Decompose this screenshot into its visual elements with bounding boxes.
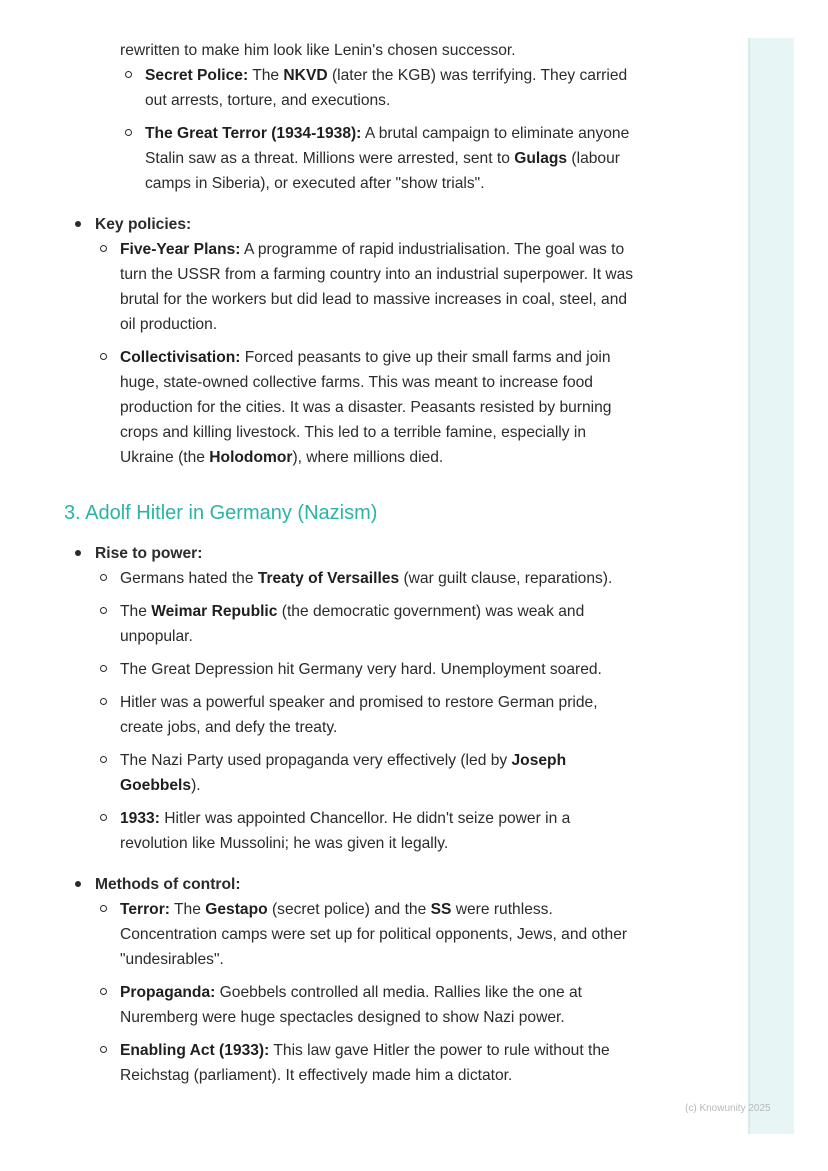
methods-of-control-item: [64, 872, 642, 1088]
list-item: [95, 237, 642, 337]
text-run: (later the KGB) was terrifying. They carried out arrests, torture, and executions.: [145, 67, 628, 109]
bold-term: The Great Terror (1934-1938):: [145, 125, 362, 142]
text-run: The: [120, 603, 152, 620]
bold-term: 1933:: [120, 810, 160, 827]
text-run: A brutal campaign to eliminate anyone Stalin saw as a threat. Millions were arrested, sent to: [145, 125, 630, 167]
text-run: Germans hated the: [120, 570, 258, 587]
copyright-footer: (c) Knowunity 2025: [685, 1103, 771, 1114]
bold-term: Weimar Republic: [151, 603, 278, 620]
text-run: ).: [191, 777, 201, 794]
key-policies-item: [64, 212, 642, 470]
rise-to-power-label: Rise to power:: [95, 545, 203, 562]
text-run: The Great Depression hit Germany very hard. Unemployment soared.: [120, 661, 602, 678]
text-run: Hitler was a powerful speaker and promised to restore German pride, create jobs, and defy the treaty.: [120, 694, 598, 736]
rise-to-power-item: [64, 541, 642, 856]
list-item: [120, 121, 642, 196]
list-item: [95, 345, 642, 470]
methods-of-control-list: [95, 897, 642, 1088]
text-run: Forced peasants to give up their small farms and join huge, state-owned collective farms. This was meant to increase food production for the cities. It was a disaster. Peasants resisted by burning crops and killing livestock. This led to a terrible famine, especially in Ukraine (the: [120, 349, 612, 466]
text-run: Goebbels controlled all media. Rallies like the one at Nuremberg were huge spectacles designed to show Nazi power.: [120, 984, 582, 1026]
text-run: The: [248, 67, 284, 84]
bold-term: Gulags: [514, 150, 568, 167]
content-column: [64, 38, 642, 1088]
list-item: [95, 748, 642, 798]
bold-term: SS: [430, 901, 452, 918]
bold-term: Terror:: [120, 901, 170, 918]
list-item: [95, 897, 642, 972]
bold-term: Enabling Act (1933):: [120, 1042, 270, 1059]
text-run: ), where millions died.: [292, 449, 444, 466]
list-item: [95, 1038, 642, 1088]
hitler-outer-list: [64, 541, 642, 1088]
section-heading-hitler: 3. Adolf Hitler in Germany (Nazism): [64, 502, 378, 524]
text-run: Hitler was appointed Chancellor. He didn't seize power in a revolution like Mussolini; he was given it legally.: [120, 810, 571, 852]
text-run: were ruthless. Concentration camps were set up for political opponents, Jews, and other "undesirables".: [120, 901, 628, 968]
text-run: A programme of rapid industrialisation. The goal was to turn the USSR from a farming country into an industrial superpower. It was brutal for the workers but did lead to massive increases in coal, steel, and oil production.: [120, 241, 634, 333]
key-policies-label: Key policies:: [95, 216, 192, 233]
list-item: [95, 690, 642, 740]
list-item: [95, 566, 642, 591]
list-item: [95, 980, 642, 1030]
text-run: (secret police) and the: [267, 901, 431, 918]
bold-term: Propaganda:: [120, 984, 216, 1001]
stalin-control-list: [89, 63, 642, 196]
bold-term: NKVD: [283, 67, 328, 84]
list-item: [120, 63, 642, 113]
bold-term: Gestapo: [205, 901, 268, 918]
bold-term: Joseph Goebbels: [120, 752, 567, 794]
rise-to-power-list: [95, 566, 642, 856]
bold-term: Collectivisation:: [120, 349, 241, 366]
bold-term: Treaty of Versailles: [257, 570, 400, 587]
continued-paragraph: rewritten to make him look like Lenin's chosen successor.: [120, 42, 516, 59]
side-margin-strip: [748, 38, 794, 1134]
methods-of-control-label: Methods of control:: [95, 876, 241, 893]
key-policies-list: [95, 237, 642, 470]
text-run: The Nazi Party used propaganda very effectively (led by: [120, 752, 512, 769]
text-run: (the democratic government) was weak and unpopular.: [120, 603, 585, 645]
list-item: [95, 599, 642, 649]
text-run: (labour camps in Siberia), or executed after "show trials".: [145, 150, 620, 192]
text-run: The: [169, 901, 206, 918]
bold-term: Five-Year Plans:: [120, 241, 241, 258]
text-run: (war guilt clause, reparations).: [399, 570, 613, 587]
text-run: This law gave Hitler the power to rule without the Reichstag (parliament). It effectively made him a dictator.: [120, 1042, 610, 1084]
bold-term: Secret Police:: [145, 67, 249, 84]
stalin-outer-list: [64, 212, 642, 470]
bold-term: Holodomor: [209, 449, 293, 466]
list-item: [95, 806, 642, 856]
list-item: [95, 657, 642, 682]
